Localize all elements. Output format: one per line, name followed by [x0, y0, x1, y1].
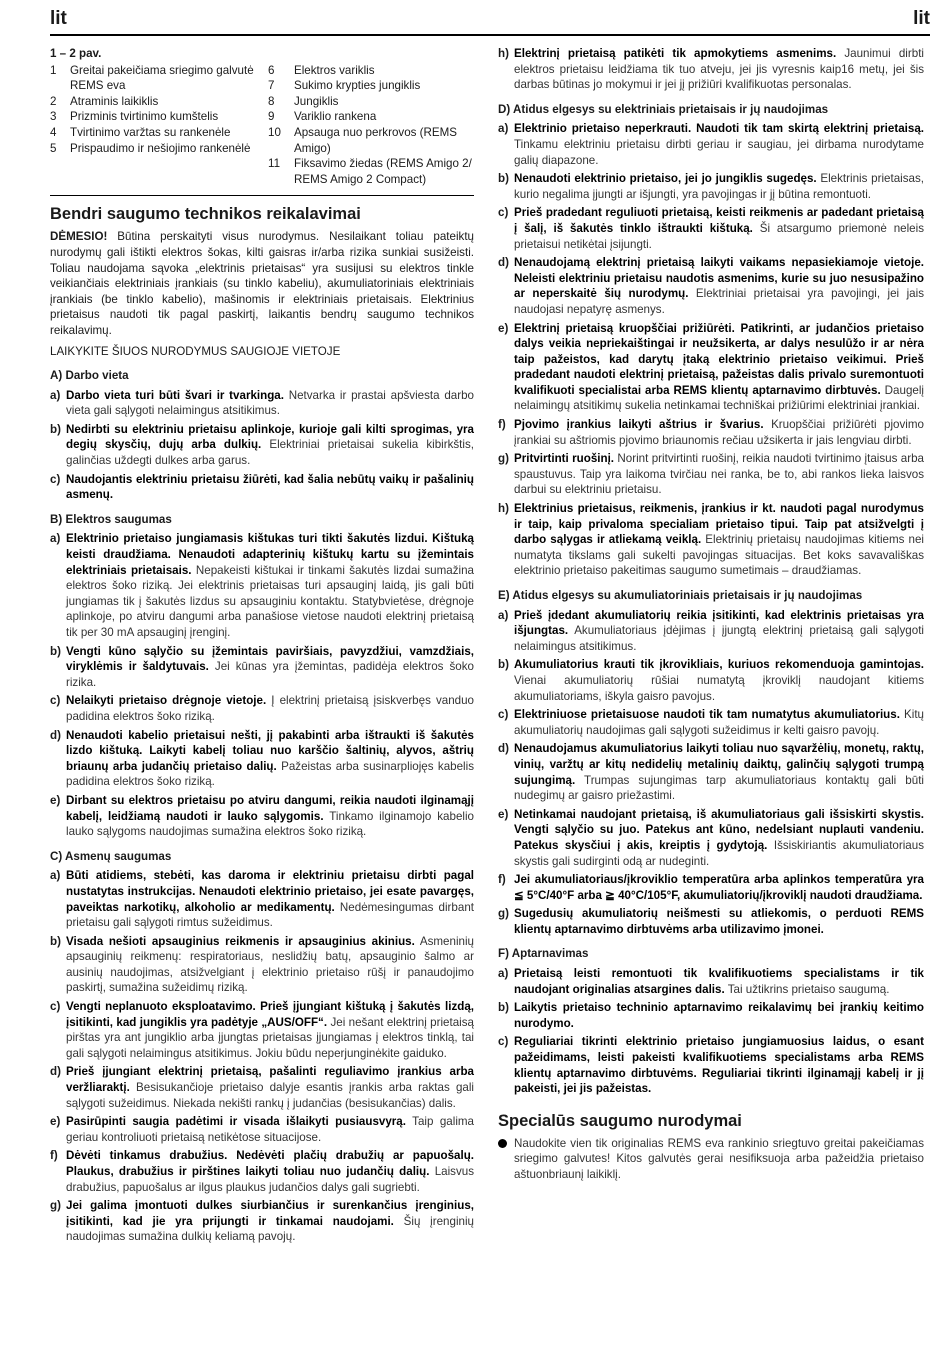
- item-bold-text: Nenaudoti elektrinio prietaiso, jei jo jungiklis sugedęs.: [514, 172, 817, 186]
- section-c-list: [50, 868, 474, 1245]
- item-letter: f): [498, 418, 506, 432]
- instruction-item: [50, 1114, 474, 1145]
- item-body: [66, 388, 474, 419]
- instruction-item: [50, 422, 474, 469]
- item-body: [66, 531, 474, 640]
- item-normal-text: Kruopščiai prižiūrėti pjovimo įrankiai su aštriomis pjovimo briaunomis rečiau užsikerta ir jais lengviau dirbti.: [514, 418, 924, 447]
- item-bold-text: Reguliariai tikrinti elektrinio prietaiso jungiamuosius laidus, o esant pažeidimams, leisti pakeisti kvalifikuotiems specialistams arba REMS klientų aptarnavimo dirbtuvėms. Reguliariai tikrinti ilginamąjį kabelį ir jį pakeisti, jei jis pažeistas.: [514, 1035, 924, 1096]
- item-body: [514, 906, 924, 937]
- item-normal-text: Netvarka ir prastai apšviesta darbo vieta gali sąlygoti nelaimingus atsitikimus.: [66, 388, 475, 418]
- legend-item-number: 10: [268, 125, 281, 139]
- section-c-continued-list: [498, 46, 924, 93]
- instruction-item: [50, 531, 474, 640]
- section-f-list: [498, 966, 924, 1097]
- instruction-item: [498, 1034, 924, 1096]
- item-normal-text: Nedėmesingumas dirbant prietaisu gali sąlygoti rimtus sužeidimus.: [66, 900, 474, 930]
- item-letter: c): [498, 1035, 509, 1049]
- divider: [50, 195, 474, 196]
- attention-paragraph: [50, 229, 474, 338]
- item-normal-text: Akumuliatoriaus įdėjimas į įjungtą elektrinį prietaisą gali sąlygoti nelaimingus atsitikimus.: [514, 624, 924, 653]
- item-normal-text: Elektriniai prietaisai sukelia kibirkštis, galinčias uždegti dulkes arba garus.: [66, 438, 474, 468]
- item-letter: e): [50, 793, 61, 807]
- item-body: [66, 868, 474, 930]
- item-letter: f): [50, 1149, 58, 1163]
- item-bold-text: Elektriniuose prietaisuose naudoti tik tam numatytus akumuliatorius.: [514, 708, 900, 722]
- special-safety-heading: Specialūs saugumo nurodymai: [498, 1111, 742, 1130]
- item-bold-text: Elektrinį prietaisą kruopščiai prižiūrėti. Patikrinti, ar judančios prietaiso dalys veikia nepriekaištingai ir neužsikerta, ar dalys nesulūžo ir ar nėra taip pažeistos, kad darytų įtaką elektrinio prietaiso veikimui. Prieš pradedant naudoti elektrinį prietaisą, pažeistas dalis privalo suremontuoti kvalifikuoti specialistai arba REMS klientų aptarnavimo dirbtuvės.: [514, 321, 924, 397]
- language-label-left: lit: [50, 8, 67, 29]
- bullet-dot-icon: [498, 1136, 514, 1183]
- legend-item-text: Greitai pakeičiama sriegimo galvutė REMS eva: [70, 63, 254, 93]
- item-letter: a): [50, 388, 61, 402]
- item-body: [66, 728, 474, 790]
- item-letter: g): [498, 907, 509, 921]
- item-normal-text: Šių įrenginių naudojimas sumažina dulkių keliamą pavojų.: [66, 1214, 474, 1244]
- attention-text: Būtina perskaityti visus nurodymus. Nesilaikant toliau pateiktų nurodymų gali ištikti elektros šokas, kilti gaisras ir/arba rizika sunkiai susižeisti. Toliau naudojama sąvoka „elektrinis prietaisas“ yra susijusi su elektros tinkle veikiančiais elektriniais įrankiais (su tinklo kabeliu), akumuliatoriniais elektriniais įrankiais (be tinklo kabelio), mašinomis ir elektriniais prietaisais. Elektrinius prietaisus naudoti tik pagal paskirtį, laikantis bendrų saugumo technikos reikalavimų.: [50, 230, 474, 337]
- instruction-item: [498, 205, 924, 252]
- language-label-right: lit: [913, 8, 930, 29]
- item-bold-text: Nenaudojamus akumuliatorius laikyti toliau nuo sąvaržėlių, monetų, raktų, vinių, varžtų ar kitų nedidelių metalinių daiktų, galinčių sąlygoti trumpą sujungimą.: [514, 742, 924, 787]
- legend-right-list: [268, 63, 474, 188]
- item-normal-text: Norint pritvirtinti ruošinį, reikia naudoti tvirtinimo įtaisus arba spaustuvus. Taip yra laikoma tvirčiau nei ranka, be to, abi rankos lieka laisvos darbui su elektriniu prietaisu.: [514, 452, 925, 497]
- instruction-item: [50, 644, 474, 691]
- legend-item-number: 11: [268, 157, 281, 171]
- legend-item-number: 9: [268, 110, 275, 124]
- item-bold-text: Prieš pradedant reguliuoti prietaisą, keisti reikmenis ar padedant prietaisą į šalį, iš šakutės tinklo ištraukti kištuką.: [514, 206, 924, 235]
- item-letter: d): [498, 742, 509, 756]
- section-a-title: A) Darbo vieta: [50, 369, 129, 383]
- legend-item: [268, 125, 474, 156]
- item-body: [514, 1000, 924, 1031]
- instruction-item: [498, 501, 924, 579]
- legend-item: [268, 63, 474, 79]
- legend-left-list: [50, 63, 268, 188]
- section-b-list: [50, 531, 474, 839]
- item-letter: c): [50, 694, 61, 708]
- legend-item: [50, 94, 268, 110]
- item-normal-text: Nepakeisti kištukai ir tinkami šakutės lizdai sumažina elektros šoko riziką. Jei elektrinis prietaisas turi apsauginį laidą, jis gali būti jungiamas tik į šakutės lizdus su apsauginiu kontaktu. Statybvietėse, drėgnoje aplinkoje, po atviru dangumi arba panašiose vietose naudoti elektrinį prietaisą tik per 30 mA apsauginį įrenginį.: [66, 563, 474, 639]
- item-body: [66, 934, 474, 996]
- item-letter: c): [498, 206, 509, 220]
- item-bold-text: Elektrinius prietaisus, reikmenis, įrankius ir kt. naudoti pagal nurodymus ir taip, kaip privaloma specialiam prietaiso tipui. Taip pat atsižvelgti į darbo sąlygas ir atliekamą veiklą.: [514, 502, 924, 547]
- instruction-item: [50, 999, 474, 1061]
- legend-item-text: Jungiklis: [294, 94, 339, 108]
- item-normal-text: Į elektrinį prietaisą įsiskverbęs vanduo padidina elektros šoko riziką.: [66, 694, 474, 723]
- legend-item: [268, 94, 474, 110]
- legend-item-text: Prizminis tvirtinimo kumštelis: [70, 110, 219, 124]
- item-normal-text: Daugelį nelaimingų atsitikimų sukelia netinkamai techniškai prižiūrimi elektriniai įrankiai.: [514, 383, 924, 413]
- item-bold-text: Jei akumuliatoriaus/įkroviklio temperatūra arba aplinkos temperatūra yra ≦ 5°C/40°F arba ≧ 40°C/105°F, akumuliatorių/įkroviklį naudoti draudžiama.: [514, 873, 924, 902]
- item-normal-text: Jei kūnas yra įžemintas, padidėja elektros šoko rizika.: [66, 660, 474, 689]
- item-body: [514, 807, 924, 869]
- item-normal-text: Pažeistas arba susinarpliojęs kabelis padidina elektros šoko riziką.: [66, 759, 474, 789]
- item-body: [514, 1034, 924, 1096]
- item-letter: f): [498, 873, 506, 887]
- legend-item: [268, 78, 474, 94]
- item-body: [66, 472, 474, 503]
- item-letter: h): [498, 47, 509, 60]
- item-letter: a): [50, 532, 61, 546]
- item-letter: g): [50, 1199, 61, 1213]
- legend-item-number: 7: [268, 79, 275, 93]
- item-normal-text: Ši atsargumo priemonė neleis prietaisui netikėtai įsijungti.: [514, 221, 924, 251]
- legend-item-number: 2: [50, 94, 57, 108]
- special-bullets: [498, 1136, 924, 1183]
- item-body: [66, 693, 474, 724]
- instruction-item: [50, 1064, 474, 1111]
- legend-item-text: Tvirtinimo varžtas su rankenėle: [70, 125, 231, 139]
- item-bold-text: Prieš įdedant akumuliatorių reikia įsitikinti, kad elektrinis prietaisas yra išjungtas.: [514, 608, 924, 638]
- item-bold-text: Sugedusių akumuliatorių neišmesti su atliekomis, o perduoti REMS klientų aptarnavimo dirbtuvėms arba utilizavimo įmonei.: [514, 907, 924, 936]
- instruction-item: [498, 417, 924, 448]
- legend-item-text: Prispaudimo ir nešiojimo rankenėlė: [70, 141, 251, 155]
- item-normal-text: Laisvus drabužius, papuošalus ar ilgus plaukus judančios dalys gali sugriebti.: [66, 1165, 475, 1194]
- item-normal-text: Kitų akumuliatorių naudojimas gali sąlygoti sužeidimus ir kelti gaisro pavojų.: [514, 708, 925, 737]
- instruction-item: [50, 388, 474, 419]
- item-letter: d): [50, 728, 61, 742]
- instruction-item: [498, 906, 924, 937]
- item-normal-text: Jei nešant elektrinį prietaisą pirštas yra ant jungiklio arba įjungtas prietaisas įjungiamas į elektros tinklą, tai gali sąlygoti nelaimingus atsitikimus. Jokiu būdu neperjunginėkite gaiduko.: [66, 1015, 474, 1060]
- item-body: [514, 657, 924, 704]
- item-bold-text: Naudojantis elektriniu prietaisu žiūrėti, kad šalia nebūtų vaikų ir pašalinių asmenų.: [66, 472, 474, 502]
- item-body: [514, 417, 924, 448]
- item-body: [514, 171, 924, 202]
- item-bold-text: Elektrinį prietaisą patikėti tik apmokytiems asmenims.: [514, 47, 837, 60]
- item-normal-text: Elektrinių prietaisų naudojimas kitiems nei numatyta tikslams gali sukelti pavojingas situacijas. Bet koks savavališkas elektrinio prietaiso pakeitimas saugumo sumetimais – draudžiamas.: [514, 533, 924, 578]
- instruction-item: [498, 255, 924, 317]
- instruction-item: [498, 121, 924, 168]
- item-bold-text: Nenaudojamą elektrinį prietaisą laikyti vaikams nepasiekiamoje vietoje. Neleisti elektriniu prietaisu naudotis asmenims, kurie su juo nesusipažino ar neperskaitė šių nurodymų.: [514, 256, 924, 301]
- item-normal-text: Elektriniai prietaisai yra pavojingi, jei jais naudojasi nepatyrę asmenys.: [514, 287, 924, 316]
- item-normal-text: Tai užtikrins prietaiso saugumą.: [724, 982, 890, 996]
- item-bold-text: Vengti neplanuoto eksploatavimo. Prieš įjungiant kištuką į šakutės lizdą, įsitikinti, kad jungiklis yra padėtyje „AUS/OFF“.: [66, 1000, 474, 1029]
- legend-item-text: Elektros variklis: [294, 63, 375, 77]
- instruction-item: [50, 1148, 474, 1195]
- item-normal-text: Jaunimui dirbti elektros prietaisu leidžiama tik tuo atveju, jei jis vyresnis kaip16 metų, jei šis darbas būtinas jo mokymui ir jei jį prižiūri kvalifikuotas personalas.: [514, 47, 924, 92]
- item-letter: b): [498, 1001, 509, 1015]
- instruction-item: [50, 793, 474, 840]
- item-body: [514, 966, 924, 997]
- item-bold-text: Visada nešioti apsauginius reikmenis ir apsauginius akinius.: [66, 934, 415, 948]
- attention-label: DĖMESIO!: [50, 230, 108, 244]
- item-letter: d): [50, 1065, 61, 1079]
- legend-item: [50, 141, 268, 157]
- legend-item-number: 1: [50, 63, 57, 77]
- section-c-title: C) Asmenų saugumas: [50, 849, 172, 863]
- item-letter: c): [498, 708, 509, 722]
- item-bold-text: Laikytis prietaiso techninio aptarnavimo reikalavimų bei įrankių keitimo nurodymo.: [514, 1001, 924, 1030]
- instruction-item: [498, 657, 924, 704]
- item-normal-text: Tinkamu elektriniu prietaisu dirbti geriau ir saugiau, jei dirbama nurodytame galių diapazone.: [514, 137, 924, 167]
- item-bold-text: Būti atidiems, stebėti, kas daroma ir elektriniu prietaisu dirbti pagal nustatytas instrukcijas. Nenaudoti elektrinio prietaiso, jei esate pavargęs, paveiktas narkotikų, alkoholio ar medikamentų.: [66, 869, 474, 914]
- item-bold-text: Nedirbti su elektriniu prietaisu aplinkoje, kurioje gali kilti sprogimas, yra degių skysčių, dujų arba dulkių.: [66, 422, 474, 452]
- legend-item-number: 3: [50, 110, 57, 124]
- item-letter: b): [50, 422, 61, 436]
- item-body: [66, 1064, 474, 1111]
- instruction-item: [498, 966, 924, 997]
- section-f-title: F) Aptarnavimas: [498, 947, 589, 961]
- instruction-item: [498, 707, 924, 738]
- item-body: [514, 255, 924, 317]
- instruction-item: [50, 693, 474, 724]
- legend-item: [268, 156, 474, 187]
- section-e-title: E) Atidus elgesys su akumuliatoriniais prietaisais ir jų naudojimas: [498, 589, 863, 602]
- instruction-item: [50, 728, 474, 790]
- item-bold-text: Nelaikyti prietaiso drėgnoje vietoje.: [66, 694, 267, 708]
- item-body: [514, 608, 924, 655]
- legend-item-number: 5: [50, 141, 57, 155]
- instruction-item: [498, 46, 924, 93]
- item-letter: h): [498, 502, 509, 516]
- item-body: [66, 1148, 474, 1195]
- item-body: [66, 793, 474, 840]
- section-d-list: [498, 121, 924, 579]
- legend-title: 1 – 2 pav.: [50, 47, 102, 60]
- instruction-item: [498, 321, 924, 415]
- item-bold-text: Akumuliatorius krauti tik įkrovikliais, kuriuos rekomenduoja gamintojas.: [514, 658, 924, 672]
- item-bold-text: Jei galima įmontuoti dulkes siurbiančius ir surenkančius įrenginius, įsitikinti, kad jie yra prijungti ir tinkamai naudojami.: [66, 1199, 474, 1228]
- instruction-item: [498, 171, 924, 202]
- item-letter: g): [498, 452, 509, 466]
- legend-item-number: 8: [268, 94, 275, 108]
- item-body: [514, 451, 924, 498]
- legend-item: [50, 63, 268, 94]
- item-bold-text: Pjovimo įrankius laikyti aštrius ir švarius.: [514, 418, 764, 432]
- legend-item: [50, 125, 268, 141]
- legend-item: [268, 109, 474, 125]
- legend-item-text: Sukimo krypties jungiklis: [294, 79, 421, 93]
- instruction-item: [50, 472, 474, 503]
- general-safety-heading: Bendri saugumo technikos reikalavimai: [50, 205, 361, 224]
- legend-item-text: Variklio rankena: [294, 110, 377, 124]
- item-normal-text: Vienai akumuliatorių rūšiai numatytą įkroviklį naudojant kitiems akumuliatoriams, iškyla gaisro pavojus.: [514, 673, 924, 703]
- item-bold-text: Vengti kūno sąlyčio su įžemintais paviršiais, pavyzdžiui, vamzdžiais, viryklėmis ir šaldytuvais.: [66, 644, 474, 674]
- section-d-title: D) Atidus elgesys su elektriniais prietaisais ir jų naudojimas: [498, 102, 829, 116]
- item-letter: b): [498, 172, 509, 186]
- instruction-item: [498, 1000, 924, 1031]
- item-bold-text: Dėvėti tinkamus drabužius. Nedėvėti plačių drabužių ar papuošalų. Plaukus, drabužius ir pirštines laikyti toliau nuo judančių dalių.: [66, 1149, 474, 1178]
- instruction-item: [50, 868, 474, 930]
- item-bold-text: Elektrinio prietaiso neperkrauti. Naudoti tik tam skirtą elektrinį prietaisą.: [514, 122, 924, 136]
- item-body: [514, 121, 924, 168]
- item-body: [66, 1114, 474, 1145]
- page-header: [50, 8, 930, 36]
- item-letter: e): [498, 807, 509, 821]
- item-letter: b): [498, 658, 509, 672]
- instruction-item: [498, 608, 924, 655]
- bullet-text: Naudokite vien tik originalias REMS eva rankinio sriegtuvo greitai pakeičiamas sriegimo galvutes! Kitos galvutės gerai nesifiksuoja arba pažeidžia prietaiso aštuonbriaunį laikiklį.: [514, 1136, 924, 1181]
- item-letter: e): [50, 1115, 61, 1129]
- keep-instructions-note: LAIKYKITE ŠIUOS NURODYMUS SAUGIOJE VIETOJE: [50, 344, 341, 358]
- legend-item: [50, 109, 268, 125]
- item-letter: c): [50, 1000, 61, 1014]
- item-body: [66, 1198, 474, 1245]
- item-normal-text: Trumpas sujungimas tarp akumuliatoriaus kontaktų gali būti nudegimų ar gaisro priežastimi.: [514, 773, 924, 803]
- item-letter: a): [498, 608, 509, 622]
- legend-item-text: Atraminis laikiklis: [70, 94, 159, 108]
- section-e-list: [498, 608, 924, 938]
- instruction-item: [50, 934, 474, 996]
- item-normal-text: Taip galima geriau kontroliuoti prietaisą netikėtose situacijose.: [66, 1115, 475, 1144]
- item-bold-text: Pritvirtinti ruošinį.: [514, 452, 615, 466]
- left-column: [50, 46, 474, 1248]
- item-bold-text: Dirbant su elektros prietaisu po atviru dangumi, reikia naudoti ilginamąjį kabelį, leidžiamą naudoti ir lauko sąlygomis.: [66, 793, 474, 823]
- item-body: [514, 872, 924, 903]
- section-b-title: B) Elektros saugumas: [50, 512, 172, 526]
- instruction-item: [50, 1198, 474, 1245]
- item-bold-text: Elektrinio prietaiso jungiamasis kištukas turi tikti šakutės lizdui. Kištuką keisti draudžiama. Nenaudoti adapterinių kištukų kartu su įžemintais elektriniais prietaisais.: [66, 532, 474, 577]
- legend-item-text: Fiksavimo žiedas (REMS Amigo 2/ REMS Amigo 2 Compact): [294, 157, 472, 186]
- item-bold-text: Netinkamai naudojant prietaisą, iš akumuliatoriaus gali išsiskirti skystis. Vengti sąlyčio su juo. Patekus ant kūno, nedelsiant nuplauti vandeniu. Patekus skysčiui į akis, kreiptis į gydytoją.: [514, 807, 924, 852]
- item-body: [514, 205, 924, 252]
- item-bold-text: Prieš įjungiant elektrinį prietaisą, pašalinti reguliavimo įrankius arba veržliaraktį.: [66, 1065, 474, 1095]
- item-letter: d): [498, 256, 509, 270]
- legend-item-number: 4: [50, 125, 57, 139]
- item-body: [66, 999, 474, 1061]
- instruction-item: [498, 741, 924, 803]
- instruction-item: [498, 872, 924, 903]
- bullet-item: [498, 1136, 924, 1183]
- item-bold-text: Nenaudoti kabelio prietaisui nešti, jį pakabinti arba ištraukti iš šakutės lizdo kištuką. Laikyti kabelį toliau nuo karščio šaltinių, alyvos, aštrių briaunų arba judančių prietaiso dalių.: [66, 728, 474, 773]
- item-bold-text: Pasirūpinti saugia padėtimi ir visada išlaikyti pusiausvyrą.: [66, 1115, 406, 1129]
- right-column: [498, 46, 924, 1183]
- item-letter: b): [50, 934, 61, 948]
- item-normal-text: Išsiskiriantis akumuliatoriaus skystis gali sudirginti odą ar nudeginti.: [514, 838, 925, 868]
- item-body: [66, 422, 474, 469]
- item-bold-text: Darbo vieta turi būti švari ir tvarkinga.: [66, 388, 284, 402]
- item-letter: c): [50, 472, 61, 486]
- item-bold-text: Prietaisą leisti remontuoti tik kvalifikuotiems specialistams ir tik naudojant originalias atsargines dalis.: [514, 967, 924, 996]
- item-body: [66, 644, 474, 691]
- item-letter: b): [50, 644, 61, 658]
- item-body: [514, 501, 924, 579]
- section-a-list: [50, 388, 474, 503]
- legend-item-text: Apsauga nuo perkrovos (REMS Amigo): [294, 125, 458, 155]
- instruction-item: [498, 807, 924, 869]
- item-letter: a): [50, 869, 61, 883]
- item-normal-text: Asmeninių apsauginių reikmenų: respiratoriaus, neslidžių batų, apsauginio šalmo ar ausinių naudojimas, atsižvelgiant į elektrinio prietaiso rūšį ir panaudojimo paskirtį, sumažina sužeidimų riziką.: [66, 934, 474, 995]
- item-body: [514, 741, 924, 803]
- parts-legend: [50, 63, 474, 188]
- item-body: [514, 707, 924, 738]
- item-normal-text: Tinkamo ilginamojo kabelio lauko sąlygoms naudojimas sumažina elektros šoko riziką.: [66, 809, 474, 839]
- instruction-item: [498, 451, 924, 498]
- item-letter: e): [498, 321, 509, 335]
- item-letter: a): [498, 122, 509, 136]
- item-normal-text: Elektrinis prietaisas, kurio negalima įjungti ar išjungti, yra pavojingas ir jį būtina remontuoti.: [514, 172, 924, 201]
- item-letter: a): [498, 967, 509, 981]
- item-normal-text: Besisukančioje prietaiso dalyje esantis įrankis arba raktas gali sąlygoti sužeidimus. Niekada nekišti rankų į judančias (besisukančias) dalis.: [66, 1081, 474, 1110]
- item-body: [514, 46, 924, 93]
- legend-item-number: 6: [268, 63, 275, 77]
- item-body: [514, 321, 924, 415]
